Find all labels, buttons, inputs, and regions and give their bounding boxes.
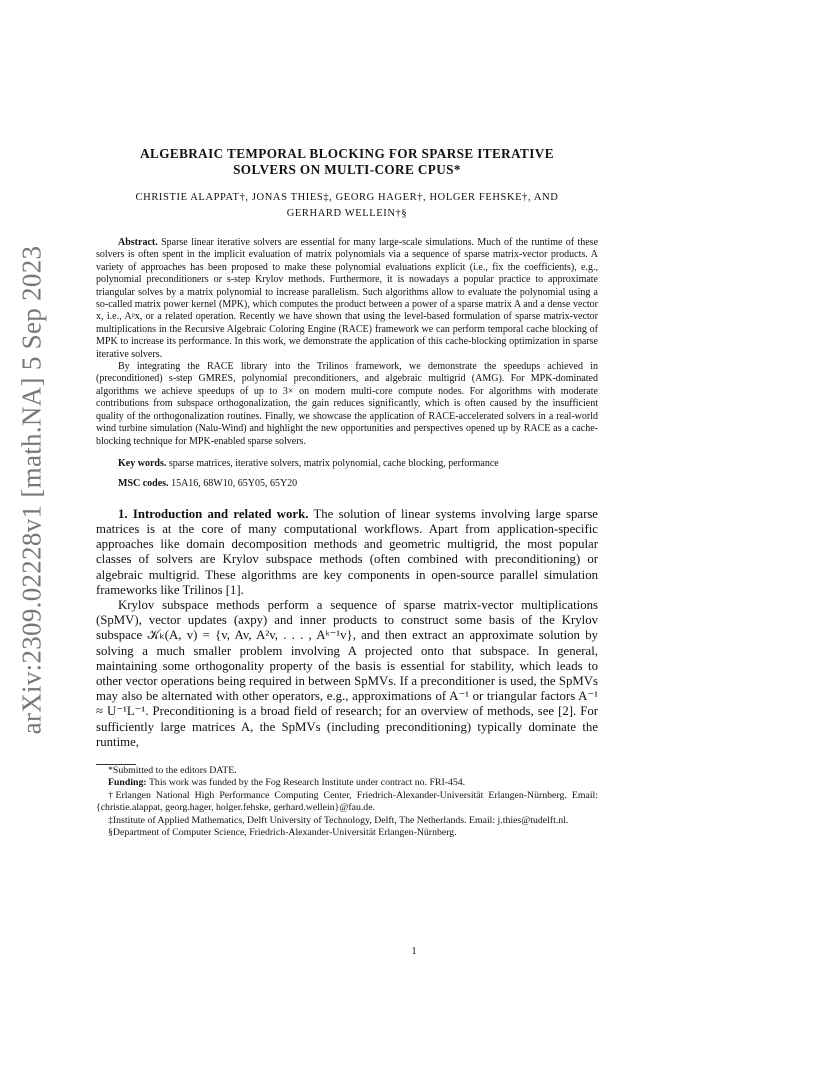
paper-title: [96, 146, 598, 178]
footnote-affiliation-delft: ‡Institute of Applied Mathematics, Delft University of Technology, Delft, The Netherlands. Email: j.thies@tudelft.nl.: [108, 814, 569, 826]
title-line-2: SOLVERS ON MULTI-CORE CPUS*: [233, 162, 461, 177]
footnote-affiliation-fau: †Erlangen National High Performance Computing Center, Friedrich-Alexander-Universität Erlangen-Nürnberg. Email: {christie.alappat, georg.hager, holger.fehske, gerhard.wellein}@fau.de.: [96, 789, 598, 814]
footnote-affiliation-cs: §Department of Computer Science, Friedrich-Alexander-Universität Erlangen-Nürnberg.: [108, 827, 457, 838]
page-number: 1: [411, 946, 417, 957]
msc-codes: [96, 478, 598, 490]
intro-paragraph-2: Krylov subspace methods perform a sequence of sparse matrix-vector multiplications (SpMV), vector updates (axpy) and inner products to construct some basis of the Krylov subspace 𝒦ₖ(A, v) = {v, Av, A²v, . . . , Aᵏ⁻¹v}, and then extract an approximate solution by solving a much smaller problem involving A projected onto that subspace. In general, maintaining some orthogonality property of the basis is essential for stability, which leads to other vector operations being required in between SpMVs. If a preconditioner is used, the SpMVs may also be alternated with other operators, e.g., approximations of A⁻¹ or triangular factors A⁻¹ ≈ U⁻¹L⁻¹. Preconditioning is a broad field of research; for an overview of methods, see [2]. For sufficiently large matrices A, the SpMVs (including preconditioning) typically dominate the runtime,: [96, 597, 598, 749]
msc-text: 15A16, 68W10, 65Y05, 65Y20: [171, 478, 298, 490]
arxiv-identifier: arXiv:2309.02228v1 [math.NA] 5 Sep 2023: [16, 245, 47, 735]
msc-label: MSC codes.: [118, 478, 169, 490]
introduction-section: [96, 507, 598, 750]
abstract-label: Abstract.: [118, 237, 158, 248]
abstract: [96, 237, 598, 448]
authors-line-1: CHRISTIE ALAPPAT†, JONAS THIES‡, GEORG HAGER†, HOLGER FEHSKE†, AND: [135, 192, 559, 203]
paper-page: [96, 146, 598, 839]
section-heading: 1. Introduction and related work.: [118, 506, 309, 521]
funding-text: This work was funded by the Fog Research Institute under contract no. FRI-454.: [148, 777, 466, 789]
arxiv-sidebar-stamp: [12, 245, 52, 735]
author-list: [96, 190, 598, 222]
title-line-1: ALGEBRAIC TEMPORAL BLOCKING FOR SPARSE ITERATIVE: [140, 146, 554, 161]
footnote-submitted: *Submitted to the editors DATE.: [108, 764, 237, 776]
keywords-label: Key words.: [118, 457, 167, 469]
keywords: [96, 458, 598, 470]
footnote-funding: [96, 777, 598, 789]
intro-paragraph-1: [96, 507, 598, 598]
abstract-paragraph-2: By integrating the RACE library into the Trilinos framework, we demonstrate the speedups achieved in (preconditioned) s-step GMRES, polynomial preconditioners, and algebraic multigrid (AMG). For MPK-dominated algorithms we achieve speedups of up to 3× on modern multi-core compute nodes. For algorithms with moderate contributions from subspace orthogonalization, the gain reduces significantly, which is often caused by the insufficient quality of the orthogonalization routines. Finally, we showcase the application of RACE-accelerated solvers in a real-world wind turbine simulation (Nalu-Wind) and highlight the new opportunities and perspectives opened up by RACE as a cache-blocking technique for MPK-enabled sparse solvers.: [96, 361, 598, 447]
authors-line-2: GERHARD WELLEIN†§: [286, 208, 408, 219]
footnotes: [96, 765, 598, 839]
abstract-text-1: Sparse linear iterative solvers are essential for many large-scale simulations. Much of the runtime of these solvers is often spent in the implicit evaluation of matrix polynomials via a sequence of sparse matrix-vector products. A variety of approaches has been proposed to make these polynomial evaluations explicit (i.e., fix the coefficients), e.g., polynomial preconditioners or s-step Krylov methods. Furthermore, it is nowadays a popular practice to approximate triangular solves by a matrix polynomial to increase parallelism. Such algorithms allow to evaluate the polynomial using a so-called matrix power kernel (MPK), which computes the product between a power of a sparse matrix A and a dense vector x, i.e., Aᵖx, or a related operation. Recently we have shown that using the level-based formulation of sparse matrix-vector multiplications in the Recursive Algebraic Coloring Engine (RACE) framework we can perform temporal cache blocking of MPK to increase its performance. In this work, we demonstrate the application of this cache-blocking optimization in sparse iterative solvers.: [96, 237, 599, 360]
keywords-text: sparse matrices, iterative solvers, matrix polynomial, cache blocking, performance: [168, 457, 499, 469]
abstract-paragraph-1: [96, 237, 598, 361]
funding-label: Funding:: [108, 777, 147, 789]
intro-text-1: The solution of linear systems involving large sparse matrices is at the core of many computational workflows. Apart from application-specific approaches like domain decomposition methods and geometric multigrid, the most popular classes of solvers are Krylov subspace methods (often combined with preconditioning) or algebraic multigrid. These algorithms are key components in open-source parallel simulation frameworks like Trilinos [1].: [96, 506, 598, 597]
